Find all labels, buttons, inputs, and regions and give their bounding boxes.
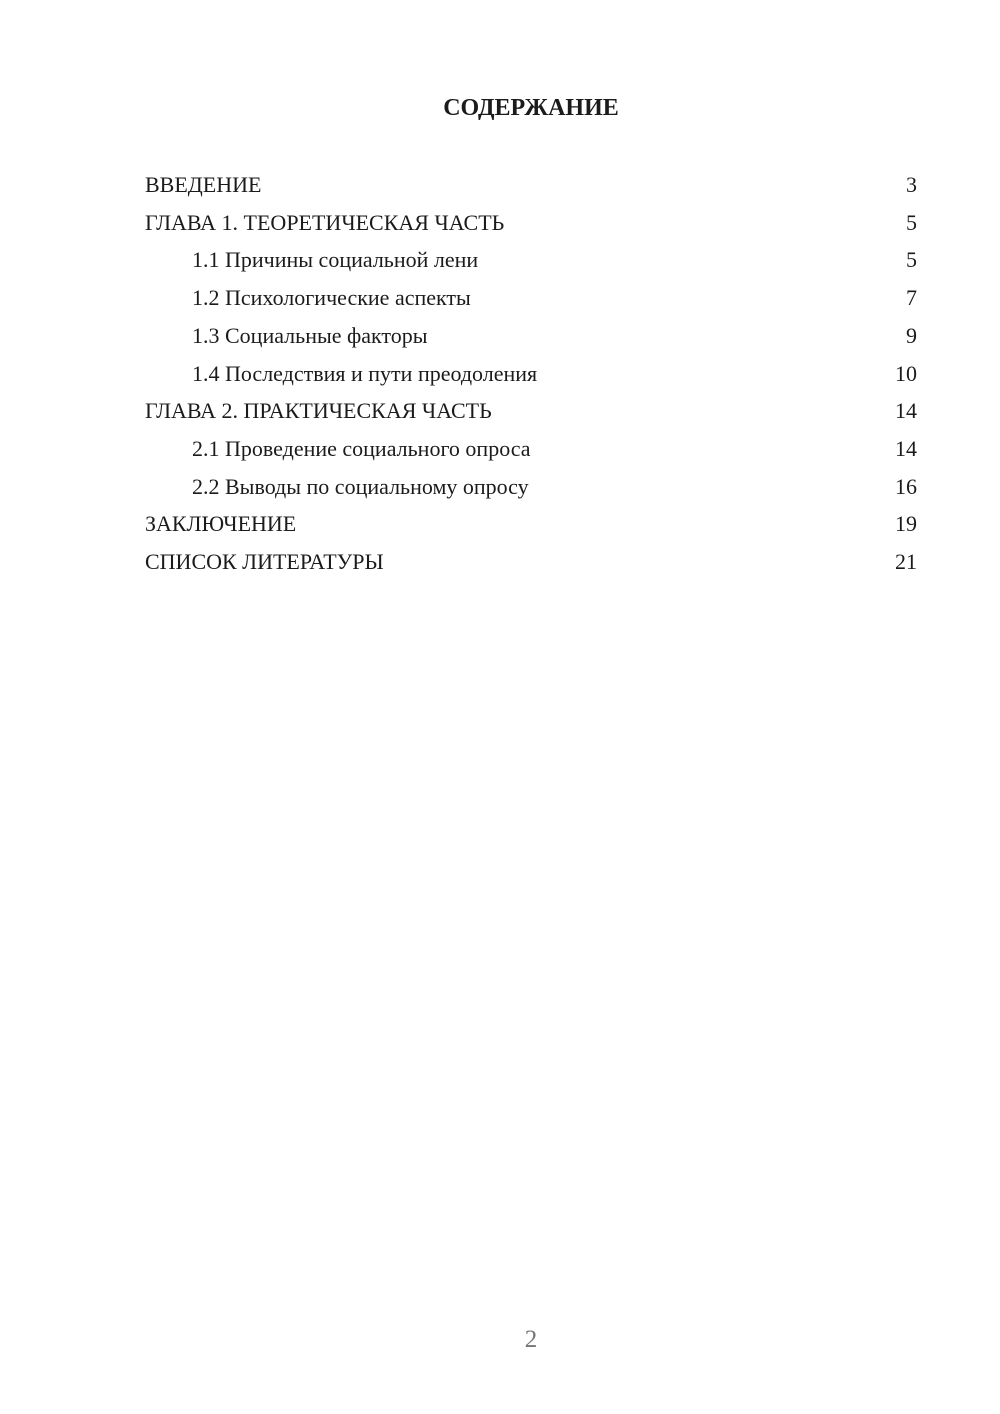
- toc-entry-page-number: 19: [895, 511, 917, 537]
- page-title: СОДЕРЖАНИЕ: [443, 95, 619, 121]
- toc-entry-label: СПИСОК ЛИТЕРАТУРЫ: [145, 549, 384, 575]
- toc-entry: [145, 317, 917, 355]
- toc-entry: [145, 279, 917, 317]
- toc-entry-page-number: 3: [906, 172, 917, 197]
- toc-entry-page-number: 5: [906, 209, 917, 235]
- toc-entry-page-number: 10: [895, 360, 917, 386]
- toc-entry-page-number: 16: [895, 473, 917, 499]
- toc-entry-label: 1.4 Последствия и пути преодоления: [192, 360, 538, 386]
- toc-entry: [145, 392, 917, 430]
- toc-entry-label: ГЛАВА 2. ПРАКТИЧЕСКАЯ ЧАСТЬ: [145, 398, 492, 424]
- toc-entry: [145, 204, 917, 242]
- toc-entry-page-number: 9: [906, 322, 917, 348]
- toc-entry: [145, 543, 917, 581]
- toc-entry: [145, 355, 917, 393]
- toc-entry-label: 2.2 Выводы по социальному опросу: [192, 473, 529, 499]
- toc-entry: [145, 468, 917, 506]
- toc-entry-page-number: 5: [906, 247, 917, 273]
- toc-entry: [145, 241, 917, 279]
- toc-list: [145, 166, 917, 581]
- toc-entry: [145, 505, 917, 543]
- toc-entry-page-number: 7: [906, 285, 917, 311]
- toc-entry-label: 1.3 Социальные факторы: [192, 322, 428, 348]
- toc-entry-page-number: 14: [895, 398, 917, 424]
- toc-entry-label: 2.1 Проведение социального опроса: [192, 435, 531, 461]
- toc-entry-page-number: 14: [895, 435, 917, 461]
- footer-page-number: 2: [524, 1326, 538, 1353]
- toc-entry-label: 1.2 Психологические аспекты: [192, 285, 471, 311]
- toc-entry: [145, 430, 917, 468]
- toc-entry-label: ГЛАВА 1. ТЕОРЕТИЧЕСКАЯ ЧАСТЬ: [145, 209, 505, 235]
- toc-entry-label: 1.1 Причины социальной лени: [192, 247, 479, 273]
- toc-entry: [145, 166, 917, 204]
- toc-entry-label: ЗАКЛЮЧЕНИЕ: [145, 511, 297, 537]
- toc-entry-label: ВВЕДЕНИЕ: [145, 172, 262, 197]
- page-content: [145, 0, 917, 581]
- toc-entry-page-number: 21: [895, 549, 917, 575]
